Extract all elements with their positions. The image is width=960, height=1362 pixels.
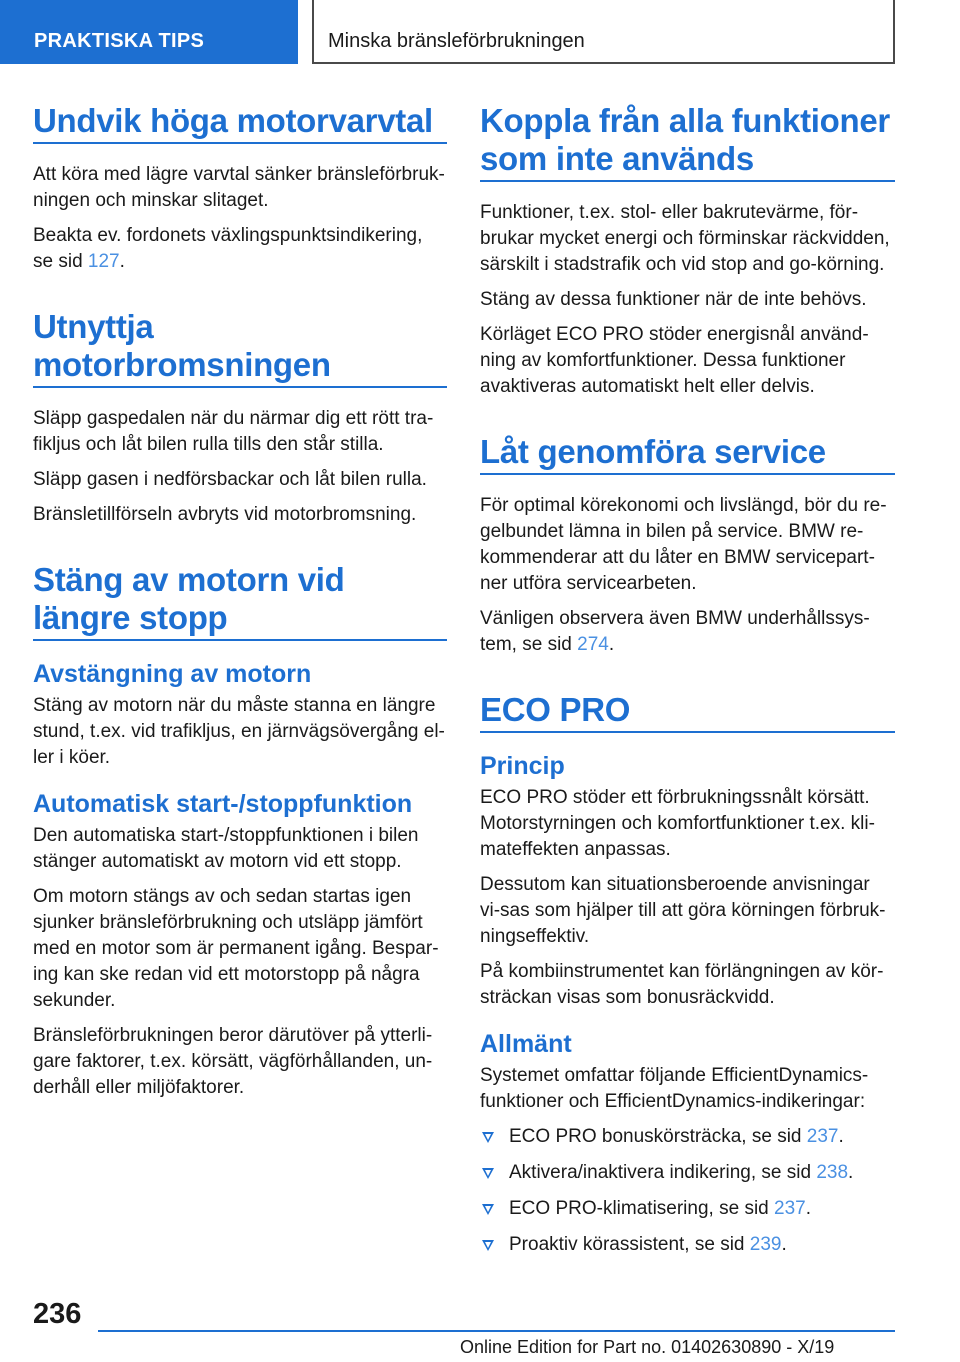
subsection-title: Avstängning av motorn (33, 660, 312, 688)
section-title: Stäng av motorn vid längre stopp (33, 561, 447, 641)
section-title: Koppla från alla funktioner som inte används (480, 102, 895, 182)
section-title: ECO PRO (480, 691, 895, 733)
paragraph: ECO PRO stöder ett förbrukningssnålt körsätt. Motorstyrningen och komfortfunktioner t.ex. kli-mateffekten anpassas. (480, 787, 875, 860)
triangle-bullet-icon (482, 1204, 494, 1215)
list-item (480, 1160, 895, 1186)
chapter-title: Minska bränsleförbrukningen (312, 0, 895, 64)
section-eco-pro (480, 691, 895, 1258)
right-column (480, 102, 895, 1291)
list-item (480, 1232, 895, 1258)
paragraph-text: Beakta ev. fordonets växlingspunktsindikering, se sid (33, 225, 423, 272)
paragraph: Släpp gaspedalen när du närmar dig ett rött tra-fikljus och låt bilen rulla tills den står stilla. (33, 408, 434, 455)
bullet-list (480, 1124, 895, 1258)
paragraph: Om motorn stängs av och sedan startas igen sjunker bränsleförbrukning och utsläpp jämfört med en motor som är permanent igång. Bespar-ing kan ske redan vid ett motorstopp på några sekunder. (33, 886, 439, 1011)
section-disable-functions (480, 102, 895, 400)
section-title: Låt genomföra service (480, 433, 895, 475)
triangle-bullet-icon (482, 1168, 494, 1179)
page-number: 236 (33, 1298, 82, 1330)
paragraph: Dessutom kan situationsberoende anvisningar vi-sas som hjälper till att göra körningen förbruk-ningseffektiv. (480, 874, 886, 947)
list-item (480, 1124, 895, 1150)
subsection-engine-off (33, 659, 447, 771)
paragraph: Stäng av motorn när du måste stanna en längre stund, t.ex. vid trafikljus, en järnvägsövergång el-ler i köer. (33, 695, 445, 768)
paragraph-text: Vänligen observera även BMW underhållssys-tem, se sid (480, 608, 870, 655)
subsection-principle (480, 751, 895, 1011)
punctuation: . (838, 1126, 844, 1147)
paragraph: Den automatiska start-/stoppfunktionen i bilen stänger automatiskt av motorn vid ett stopp. (33, 825, 419, 872)
page-reference-link[interactable]: 237 (806, 1126, 839, 1147)
page-reference-link[interactable]: 127 (87, 251, 120, 272)
list-item-text: ECO PRO bonuskörsträcka, se sid (509, 1126, 807, 1147)
paragraph-with-ref (480, 606, 895, 658)
paragraph: Funktioner, t.ex. stol- eller bakrutevärme, för-brukar mycket energi och förminskar räckvidden, särskilt i stadstrafik och vid stop and go-körning. (480, 202, 890, 275)
paragraph: Bränsleförbrukningen beror därutöver på ytterli-gare faktorer, t.ex. körsätt, vägförhållanden, un-derhåll eller miljöfaktorer. (33, 1025, 433, 1098)
section-high-rpm (33, 102, 447, 275)
page-reference-link[interactable]: 274 (577, 634, 609, 655)
punctuation: . (608, 634, 615, 655)
section-title: Utnyttja motorbromsningen (33, 308, 447, 388)
paragraph: På kombiinstrumentet kan förlängningen av kör-sträckan visas som bonusräckvidd. (480, 961, 884, 1008)
footer-divider (98, 1330, 895, 1332)
list-item-text: Aktivera/inaktivera indikering, se sid (509, 1162, 817, 1183)
punctuation: . (848, 1162, 854, 1183)
list-item-text: ECO PRO-klimatisering, se sid (509, 1198, 775, 1219)
section-title: Undvik höga motorvarvtal (33, 102, 447, 144)
paragraph: För optimal körekonomi och livslängd, bör du re-gelbundet lämna in bilen på service. BMW re-kommenderar att du låter en BMW servicepart-ner utföra servicearbeten. (480, 495, 887, 594)
list-item (480, 1196, 895, 1222)
subsection-title: Allmänt (480, 1030, 572, 1058)
paragraph: Körläget ECO PRO stöder energisnål använd-ning av komfortfunktioner. Dessa funktioner avaktiveras automatiskt helt eller delvis. (480, 324, 869, 397)
triangle-bullet-icon (482, 1240, 494, 1251)
subsection-general (480, 1029, 895, 1258)
section-tab: PRAKTISKA TIPS (0, 0, 298, 64)
paragraph: Stäng av dessa funktioner när de inte behövs. (480, 289, 867, 310)
triangle-bullet-icon (482, 1132, 494, 1143)
page-reference-link[interactable]: 238 (816, 1162, 849, 1183)
paragraph: Släpp gasen i nedförsbackar och låt bilen rulla. (33, 469, 427, 490)
punctuation: . (781, 1234, 787, 1255)
punctuation: . (119, 251, 125, 272)
paragraph: Systemet omfattar följande EfficientDynamics-funktioner och EfficientDynamics-indikeringar: (480, 1065, 869, 1112)
section-service (480, 433, 895, 658)
section-engine-braking (33, 308, 447, 528)
subsection-title: Princip (480, 752, 565, 780)
left-column (33, 102, 447, 1134)
paragraph: Bränsletillförseln avbryts vid motorbromsning. (33, 504, 417, 525)
paragraph-with-ref (33, 223, 447, 275)
section-engine-stop (33, 561, 447, 1101)
subsection-auto-start-stop (33, 789, 447, 1101)
page-reference-link[interactable]: 239 (749, 1234, 782, 1255)
footer-edition: Online Edition for Part no. 01402630890 - X/19 (460, 1337, 835, 1357)
subsection-title: Automatisk start-/stoppfunktion (33, 790, 413, 818)
paragraph: Att köra med lägre varvtal sänker bränsleförbruk-ningen och minskar slitaget. (33, 164, 445, 211)
page-reference-link[interactable]: 237 (774, 1198, 806, 1219)
list-item-text: Proaktiv körassistent, se sid (509, 1234, 750, 1255)
punctuation: . (805, 1198, 811, 1219)
